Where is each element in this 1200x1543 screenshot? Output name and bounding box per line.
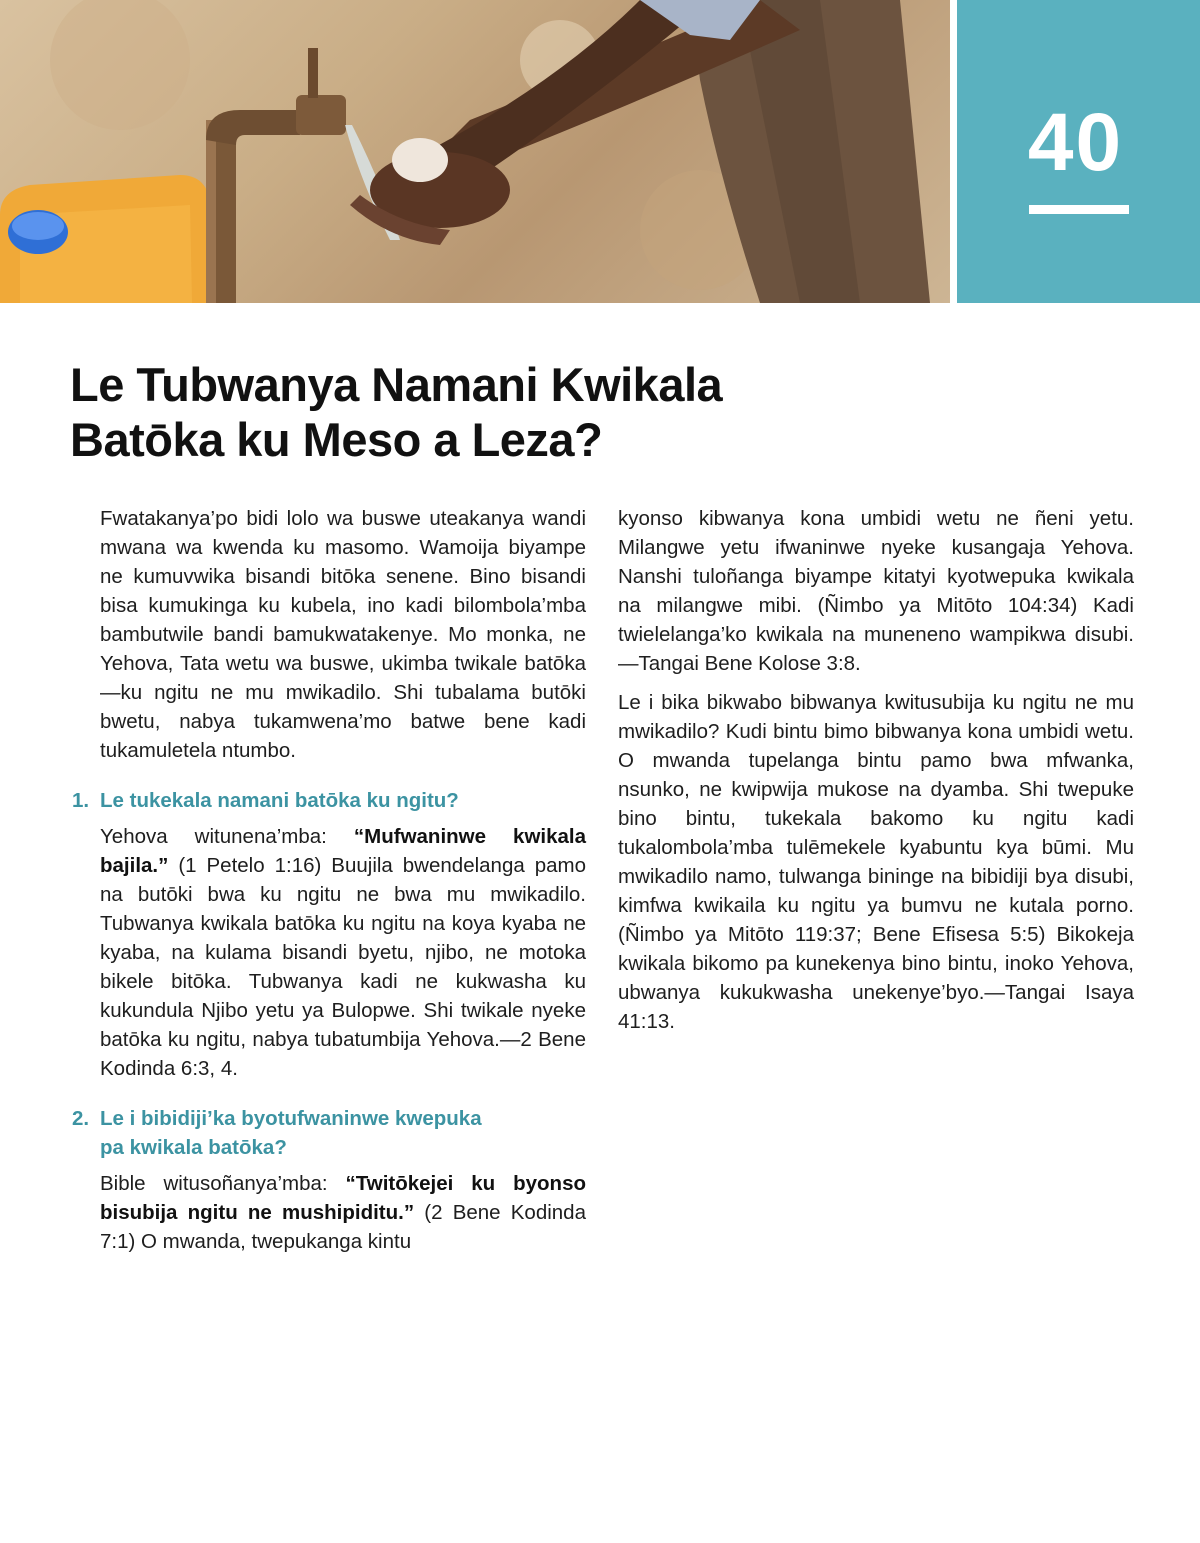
page-title bbox=[70, 357, 870, 467]
question-2-line-2: pa kwikala batōka? bbox=[100, 1136, 287, 1159]
answer-2-lead: Bible witusoñanya’mba: bbox=[100, 1172, 346, 1195]
question-2-line-1: Le i bibidiji’ka byotufwaninwe kwepuka bbox=[100, 1107, 482, 1130]
badge-underline bbox=[1029, 205, 1129, 214]
title-line-2: Batōka ku Meso a Leza? bbox=[70, 413, 603, 466]
lesson-number-badge bbox=[957, 0, 1200, 303]
right-column bbox=[618, 504, 1134, 1036]
answer-1-paragraph bbox=[72, 822, 586, 1083]
answer-2-paragraph-start bbox=[72, 1169, 586, 1256]
title-line-1: Le Tubwanya Namani Kwikala bbox=[70, 358, 723, 411]
question-1-number: 1. bbox=[72, 789, 90, 812]
question-2 bbox=[72, 1104, 586, 1162]
intro-paragraph: Fwatakanya’po bidi lolo wa buswe uteakanya wandi mwana wa kwenda ku masomo. Wamoija biyampe ne kumuvwika bisandi bitōka senene. Bino bisandi bisa kumukinga ku kubela, ino kadi bilombola’mba bambutwile bandi bamukwatakenye. Mo monka, ne Yehova, Tata wetu wa buswe, ukimba twikale batōka—ku ngitu ne mu mwikadilo. Shi tubalama butōki bwetu, nabya tukamwena’mo batwe bene kadi tukamuletela ntumbo. bbox=[100, 507, 586, 762]
question-1 bbox=[72, 786, 586, 815]
answer-1-quote: “Mufwaninwe kwikala bajila.” bbox=[100, 825, 586, 877]
question-1-text: Le tukekala namani batōka ku ngitu? bbox=[100, 789, 459, 812]
header-photo bbox=[0, 0, 950, 303]
answer-2-paragraph-end: kyonso kibwanya kona umbidi wetu ne ñeni yetu. Milangwe yetu ifwaninwe nyeke kusangaja Yehova. Nanshi tuloñanga biyampe kitatyi kyotwepuka kwikala na milangwe mibi. (Ñimbo ya Mitōto 104:34) Kadi twielelanga’ko kwikala na muneneno wampikwa disubi.—Tangai Bene Kolose 3:8. bbox=[618, 507, 1134, 675]
lesson-number: 40 bbox=[1027, 97, 1124, 188]
answer-1-lead: Yehova witunena’mba: bbox=[100, 825, 354, 848]
answer-2-second-paragraph: Le i bika bikwabo bibwanya kwitusubija ku ngitu ne mu mwikadilo? Kudi bintu bimo bibwanya kona umbidi wetu. O mwanda tupelanga bintu pamo bwa mfwanka, nsunko, ne kwipwija mukose na dyamba. Shi twepuke bino bintu, tukekala bakomo ku ngitu kadi tukalombola’mba tulēmekele kyabuntu kya būmi. Mu mwikadilo namo, tulwanga bininge na bibidiji bya disubi, kimfwa kwikaila ku ngitu ya bumvu ne kutala porno. (Ñimbo ya Mitōto 119:37; Bene Efisesa 5:5) Bikokeja kwikala bikomo pa kunekenya bino bintu, inoko Yehova, ubwanya kukukwasha unekenye’byo.—Tangai Isaya 41:13. bbox=[618, 691, 1134, 1033]
answer-2-body-start: (2 Bene Kodinda 7:1) O mwanda, twepukanga kintu bbox=[100, 1201, 586, 1253]
left-column bbox=[72, 504, 586, 1256]
question-2-number: 2. bbox=[72, 1107, 90, 1130]
answer-1-body: (1 Petelo 1:16) Buujila bwendelanga pamo na butōki bwa ku ngitu ne bwa mu mwikadilo. Tubwanya kwikala batōka ku ngitu na koya kyaba ne kyaba, na kulama bisandi byetu, njibo, ne motoka bikele bitōka. Tubwanya kadi ne kukwasha ku kukundula Njibo yetu ya Bulopwe. Shi twikale nyeke batōka ku ngitu, nabya tubatumbija Yehova.—2 Bene Kodinda 6:3, 4. bbox=[100, 854, 586, 1080]
answer-2-quote: “Twitōkejei ku byonso bisubija ngitu ne mushipiditu.” bbox=[100, 1172, 586, 1224]
